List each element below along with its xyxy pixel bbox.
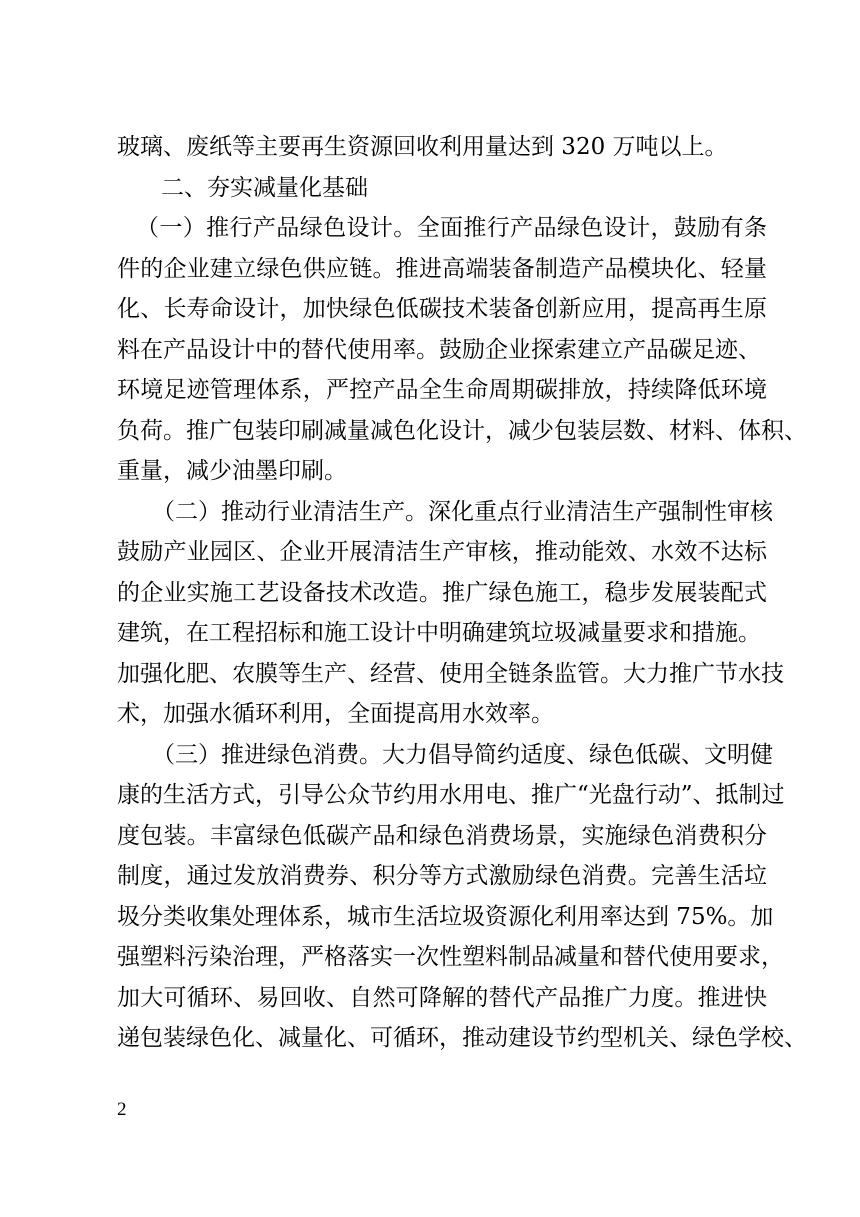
paragraph-2-line-4: 建筑，在工程招标和施工设计中明确建筑垃圾减量要求和措施。 bbox=[117, 620, 761, 646]
paragraph-2-line-5: 加强化肥、农膜等生产、经营、使用全链条监管。大力推广节水技 bbox=[117, 661, 784, 687]
paragraph-3-line-2: 康的生活方式，引导公众节约用水用电、推广“光盘行动”、抵制过 bbox=[117, 782, 785, 808]
paragraph-3-line-3: 度包装。丰富绿色低碳产品和绿色消费场景，实施绿色消费积分 bbox=[117, 823, 767, 849]
paragraph-3-line-4: 制度，通过发放消费券、积分等方式激励绿色消费。完善生活垃 bbox=[117, 863, 767, 889]
paragraph-1-line-2: 件的企业建立绿色供应链。推进高端装备制造产品模块化、轻量 bbox=[117, 256, 767, 282]
page-number: 2 bbox=[117, 1099, 127, 1120]
paragraph-2-line-1: （二）推动行业清洁生产。深化重点行业清洁生产强制性审核 bbox=[152, 499, 773, 525]
body-line-1: 玻璃、废纸等主要再生资源回收利用量达到 320 万吨以上。 bbox=[117, 134, 728, 160]
paragraph-1-line-6: 负荷。推广包装印刷减量减色化设计，减少包装层数、材料、体积、 bbox=[117, 418, 807, 444]
paragraph-1-line-4: 料在产品设计中的替代使用率。鼓励企业探索建立产品碳足迹、 bbox=[117, 337, 761, 363]
paragraph-1-line-7: 重量，减少油墨印刷。 bbox=[117, 458, 347, 484]
paragraph-2-line-6: 术，加强水循环利用，全面提高用水效率。 bbox=[117, 701, 554, 727]
paragraph-1-line-5: 环境足迹管理体系，严控产品全生命周期碳排放，持续降低环境 bbox=[117, 377, 767, 403]
paragraph-2-line-2: 鼓励产业园区、企业开展清洁生产审核，推动能效、水效不达标 bbox=[117, 539, 767, 565]
section-heading: 二、夯实减量化基础 bbox=[161, 175, 368, 201]
paragraph-1-line-3: 化、长寿命设计，加快绿色低碳技术装备创新应用，提高再生原 bbox=[117, 296, 767, 322]
paragraph-1-line-1: （一）推行产品绿色设计。全面推行产品绿色设计，鼓励有条 bbox=[136, 215, 767, 241]
paragraph-3-line-1: （三）推进绿色消费。大力倡导简约适度、绿色低碳、文明健 bbox=[152, 742, 773, 768]
paragraph-3-line-7: 加大可循环、易回收、自然可降解的替代产品推广力度。推进快 bbox=[117, 985, 767, 1011]
paragraph-2-line-3: 的企业实施工艺设备技术改造。推广绿色施工，稳步发展装配式 bbox=[117, 580, 767, 606]
paragraph-3-line-8: 递包装绿色化、减量化、可循环，推动建设节约型机关、绿色学校、 bbox=[117, 1025, 807, 1051]
paragraph-3-line-5: 圾分类收集处理体系，城市生活垃圾资源化利用率达到 75%。加 bbox=[117, 904, 774, 930]
paragraph-3-line-6: 强塑料污染治理，严格落实一次性塑料制品减量和替代使用要求， bbox=[117, 944, 784, 970]
